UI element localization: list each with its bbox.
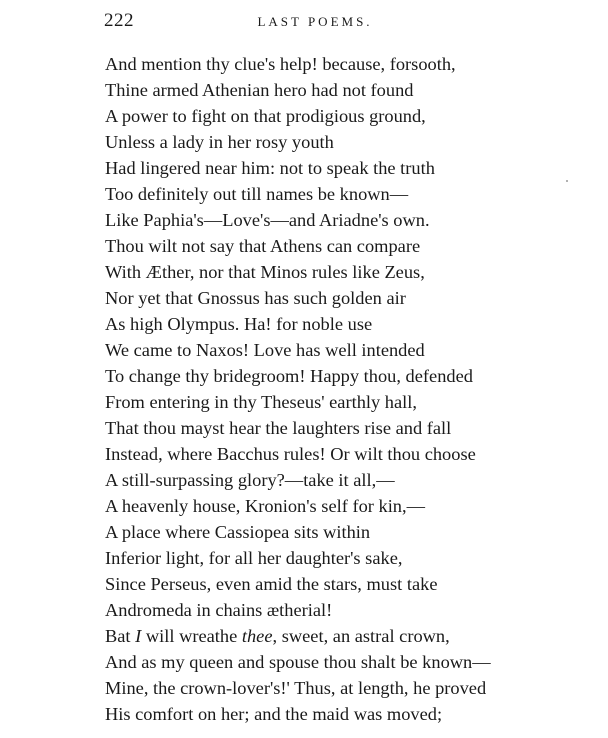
- poem-line: To change thy bridegroom! Happy thou, defended: [105, 366, 473, 386]
- poem-line-with-italics: [105, 623, 575, 649]
- poem-line: Thou wilt not say that Athens can compare: [105, 236, 421, 256]
- poem-line: And as my queen and spouse thou shalt be known—: [105, 652, 491, 672]
- poem-line: Instead, where Bacchus rules! Or wilt thou choose: [105, 444, 476, 464]
- poem-line: His comfort on her; and the maid was moved;: [105, 704, 443, 724]
- italic-word: I: [135, 626, 142, 646]
- line-text-segment: , sweet, an astral crown,: [272, 626, 450, 646]
- poem-line: Mine, the crown-lover's!' Thus, at length, he proved: [105, 678, 487, 698]
- poem-line: A still-surpassing glory?—take it all,—: [105, 470, 395, 490]
- line-text-segment: Bat: [105, 626, 136, 646]
- poem-line: Andromeda in chains ætherial!: [105, 600, 333, 620]
- poem-line: A place where Cassiopea sits within: [105, 522, 371, 542]
- poem-line: That thou mayst hear the laughters rise and fall: [105, 418, 452, 438]
- poem-line: As high Olympus. Ha! for noble use: [105, 314, 373, 334]
- poem-line: With Æther, nor that Minos rules like Zeus,: [105, 262, 425, 282]
- poem-line: Since Perseus, even amid the stars, must take: [105, 574, 438, 594]
- poem-line: Thine armed Athenian hero had not found: [105, 80, 414, 100]
- poem-line: We came to Naxos! Love has well intended: [105, 340, 425, 360]
- poem-line: Like Paphia's—Love's—and Ariadne's own.: [105, 210, 430, 230]
- poem-line: Too definitely out till names be known—: [105, 184, 409, 204]
- poem-line: A power to fight on that prodigious ground,: [105, 106, 426, 126]
- poem-line: Nor yet that Gnossus has such golden air: [105, 288, 406, 308]
- running-head: LAST POEMS.: [257, 14, 373, 29]
- italic-word: thee: [241, 626, 273, 646]
- poem-line: Unless a lady in her rosy youth: [105, 132, 334, 152]
- poem-line: A heavenly house, Kronion's self for kin,—: [105, 496, 425, 516]
- poem-text: [105, 51, 575, 727]
- poem-line: Had lingered near him: not to speak the truth: [105, 158, 435, 178]
- line-text-segment: will wreathe: [141, 626, 242, 646]
- poem-line: Inferior light, for all her daughter's sake,: [105, 548, 403, 568]
- page-number: 222: [104, 10, 134, 31]
- poem-line: And mention thy clue's help! because, forsooth,: [105, 54, 456, 74]
- poem-line: From entering in thy Theseus' earthly hall,: [105, 392, 417, 412]
